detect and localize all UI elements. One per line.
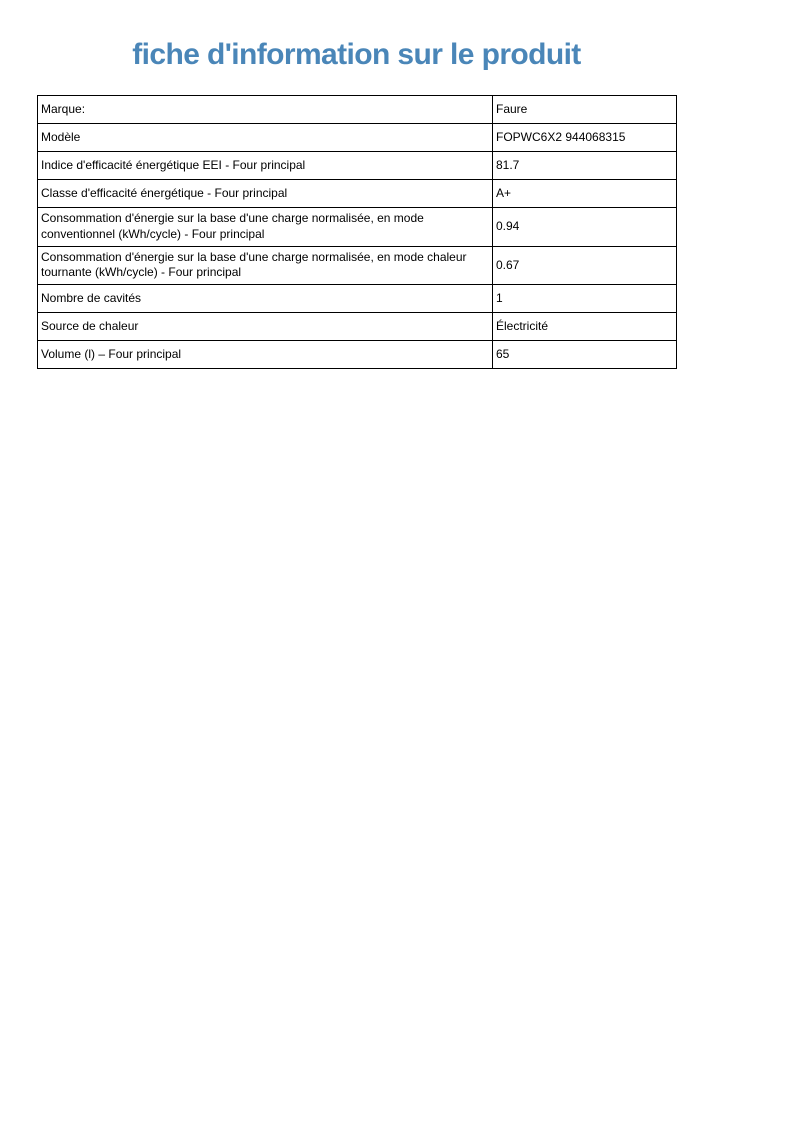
table-row [38, 285, 677, 313]
row-value-cell: A+ [493, 180, 677, 208]
table-row [38, 341, 677, 369]
table-row [38, 313, 677, 341]
row-label-cell: Classe d'efficacité énergétique - Four principal [38, 180, 493, 208]
row-label-cell: Nombre de cavités [38, 285, 493, 313]
product-info-table [37, 95, 677, 369]
row-label-cell: Source de chaleur [38, 313, 493, 341]
page-title: fiche d'information sur le produit [132, 38, 581, 71]
row-value-cell: 0.67 [493, 246, 677, 285]
row-value-cell: FOPWC6X2 944068315 [493, 124, 677, 152]
row-label-cell: Volume (l) – Four principal [38, 341, 493, 369]
row-value-cell: Électricité [493, 313, 677, 341]
table-row [38, 124, 677, 152]
row-value-cell: 81.7 [493, 152, 677, 180]
table-row [38, 96, 677, 124]
row-value-cell: 0.94 [493, 208, 677, 247]
row-label-cell: Modèle [38, 124, 493, 152]
product-info-table-body [38, 96, 677, 369]
row-value-cell: Faure [493, 96, 677, 124]
row-label-cell: Indice d'efficacité énergétique EEI - Four principal [38, 152, 493, 180]
row-label-cell: Consommation d'énergie sur la base d'une charge normalisée, en mode chaleur tournante (kWh/cycle) - Four principal [38, 246, 493, 285]
row-value-cell: 1 [493, 285, 677, 313]
table-row [38, 180, 677, 208]
row-value-cell: 65 [493, 341, 677, 369]
row-label-cell: Marque: [38, 96, 493, 124]
table-row [38, 208, 677, 247]
row-label-cell: Consommation d'énergie sur la base d'une charge normalisée, en mode conventionnel (kWh/cycle) - Four principal [38, 208, 493, 247]
table-row [38, 246, 677, 285]
table-row [38, 152, 677, 180]
